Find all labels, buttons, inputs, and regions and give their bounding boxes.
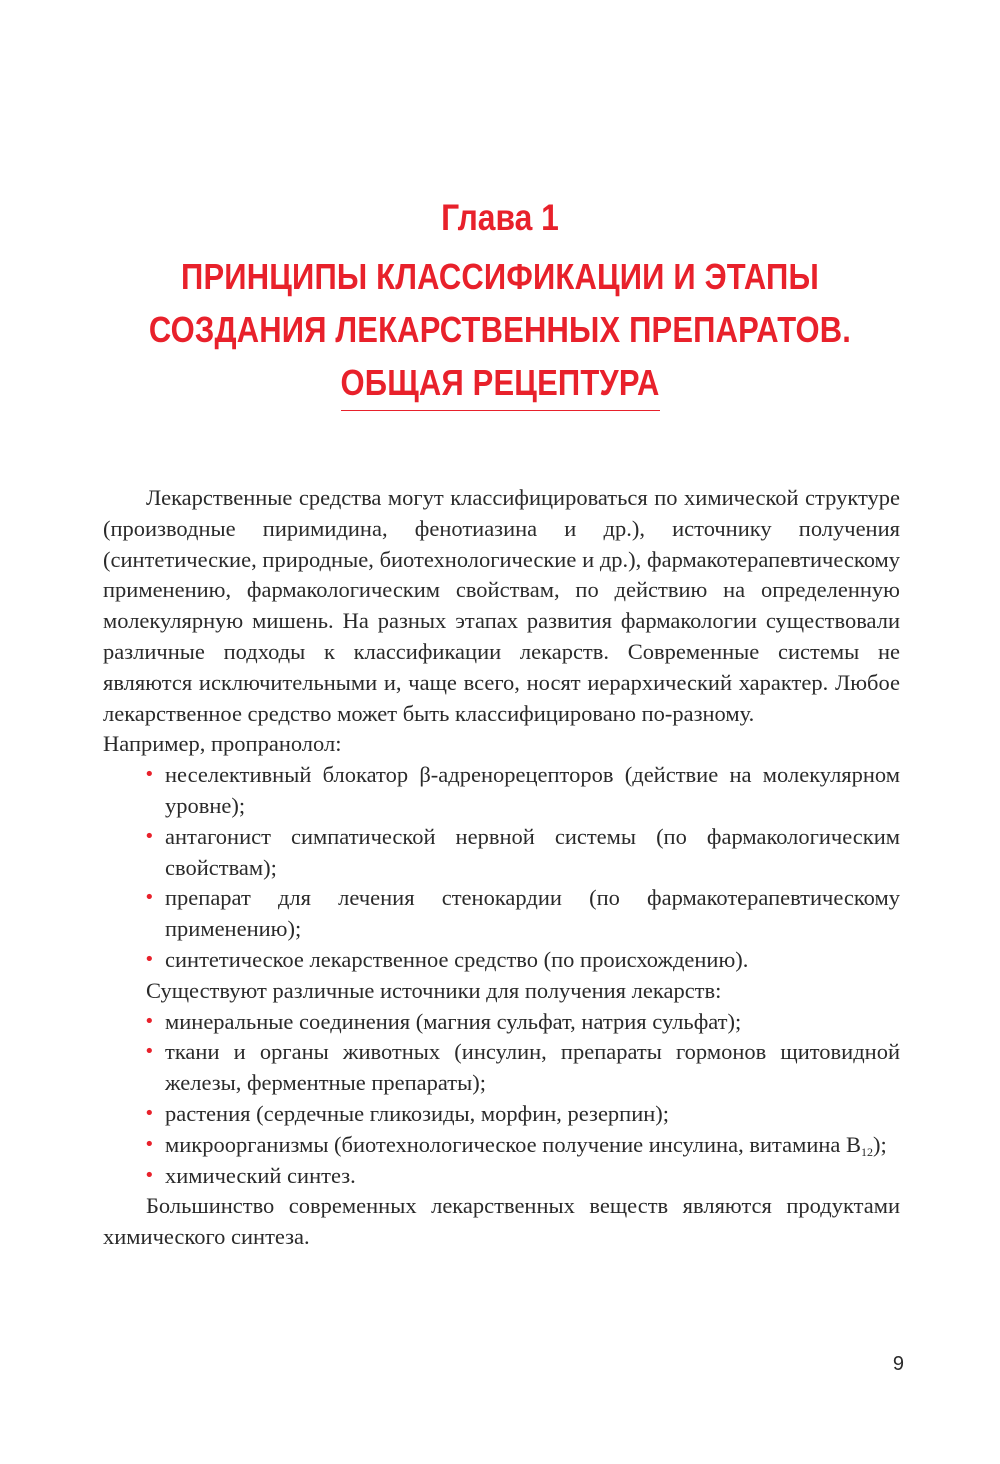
list-item-text: синтетическое лекарственное средство (по происхождению). [165, 946, 749, 972]
list-item [144, 1130, 900, 1161]
bullet-icon: • [144, 1133, 155, 1155]
list-item [144, 883, 900, 945]
list-item [144, 760, 900, 822]
bullet-icon: • [144, 887, 155, 909]
list-item-text: неселективный блокатор β-адренорецепторов (действие на молекулярном уровне); [165, 762, 900, 818]
example-lead: Например, пропранолол: [103, 731, 342, 757]
closing-paragraph: Большинство современных лекарственных веществ являются продуктами химического синтеза. [103, 1193, 900, 1250]
chapter-label: Глава 1 [441, 197, 559, 238]
sources-list [103, 1007, 900, 1192]
list-item-text: препарат для лечения стенокардии (по фармакотерапевтическому применению); [165, 885, 900, 942]
bullet-icon: • [144, 1102, 155, 1124]
list-item-text: антагонист симпатической нервной системы (по фармакологическим свойствам); [165, 823, 900, 880]
list-item [144, 1007, 900, 1038]
intro-paragraph: Лекарственные средства могут классифицироваться по химической структуре (производные пиримидина, фенотиазина и др.), источнику получения (синтетические, природные, биотехнологические и др.), фармакотерапевтическому применению, фармакологическим свойствам, по действию на определенную молекулярную мишень. На разных этапах развития фармакологии существовали различные подходы к классификации лекарств. Современные системы не являются исключительными и, чаще всего, носят иерархический характер. Любое лекарственное средство может быть классифицировано по-разному. [103, 485, 900, 726]
list-item-text: микроорганизмы (биотехнологическое получение инсулина, витамина B [165, 1131, 862, 1157]
list-item [144, 1099, 900, 1130]
list-item-text: растения (сердечные гликозиды, морфин, резерпин); [165, 1100, 670, 1126]
bullet-icon: • [144, 1041, 155, 1063]
bullet-icon: • [144, 764, 155, 786]
list-item-text: минеральные соединения (магния сульфат, натрия сульфат); [165, 1008, 742, 1034]
list-item-suffix: ); [873, 1131, 887, 1157]
bullet-icon: • [144, 1010, 155, 1032]
bullet-icon: • [144, 1164, 155, 1186]
title-divider [341, 410, 660, 411]
list-item-text: химический синтез. [165, 1162, 356, 1188]
bullet-icon: • [144, 825, 155, 847]
chapter-title-line: ОБЩАЯ РЕЦЕПТУРА [340, 362, 660, 403]
page-number: 9 [892, 1353, 904, 1375]
list-item-text: ткани и органы животных (инсулин, препараты гормонов щитовидной железы, ферментные препараты); [165, 1039, 900, 1096]
list-item [144, 822, 900, 884]
chapter-title-line: СОЗДАНИЯ ЛЕКАРСТВЕННЫХ ПРЕПАРАТОВ. [148, 309, 852, 350]
sources-intro: Существуют различные источники для получения лекарств: [146, 977, 722, 1003]
chapter-title-line: ПРИНЦИПЫ КЛАССИФИКАЦИИ И ЭТАПЫ [181, 256, 819, 297]
bullet-icon: • [144, 948, 155, 970]
list-item [144, 945, 900, 976]
chapter-title [0, 250, 1000, 409]
list-item [144, 1037, 900, 1099]
subscript: 12 [861, 1144, 874, 1159]
list-item [144, 1161, 900, 1192]
propranolol-list [103, 760, 900, 976]
body-text [103, 483, 900, 1253]
